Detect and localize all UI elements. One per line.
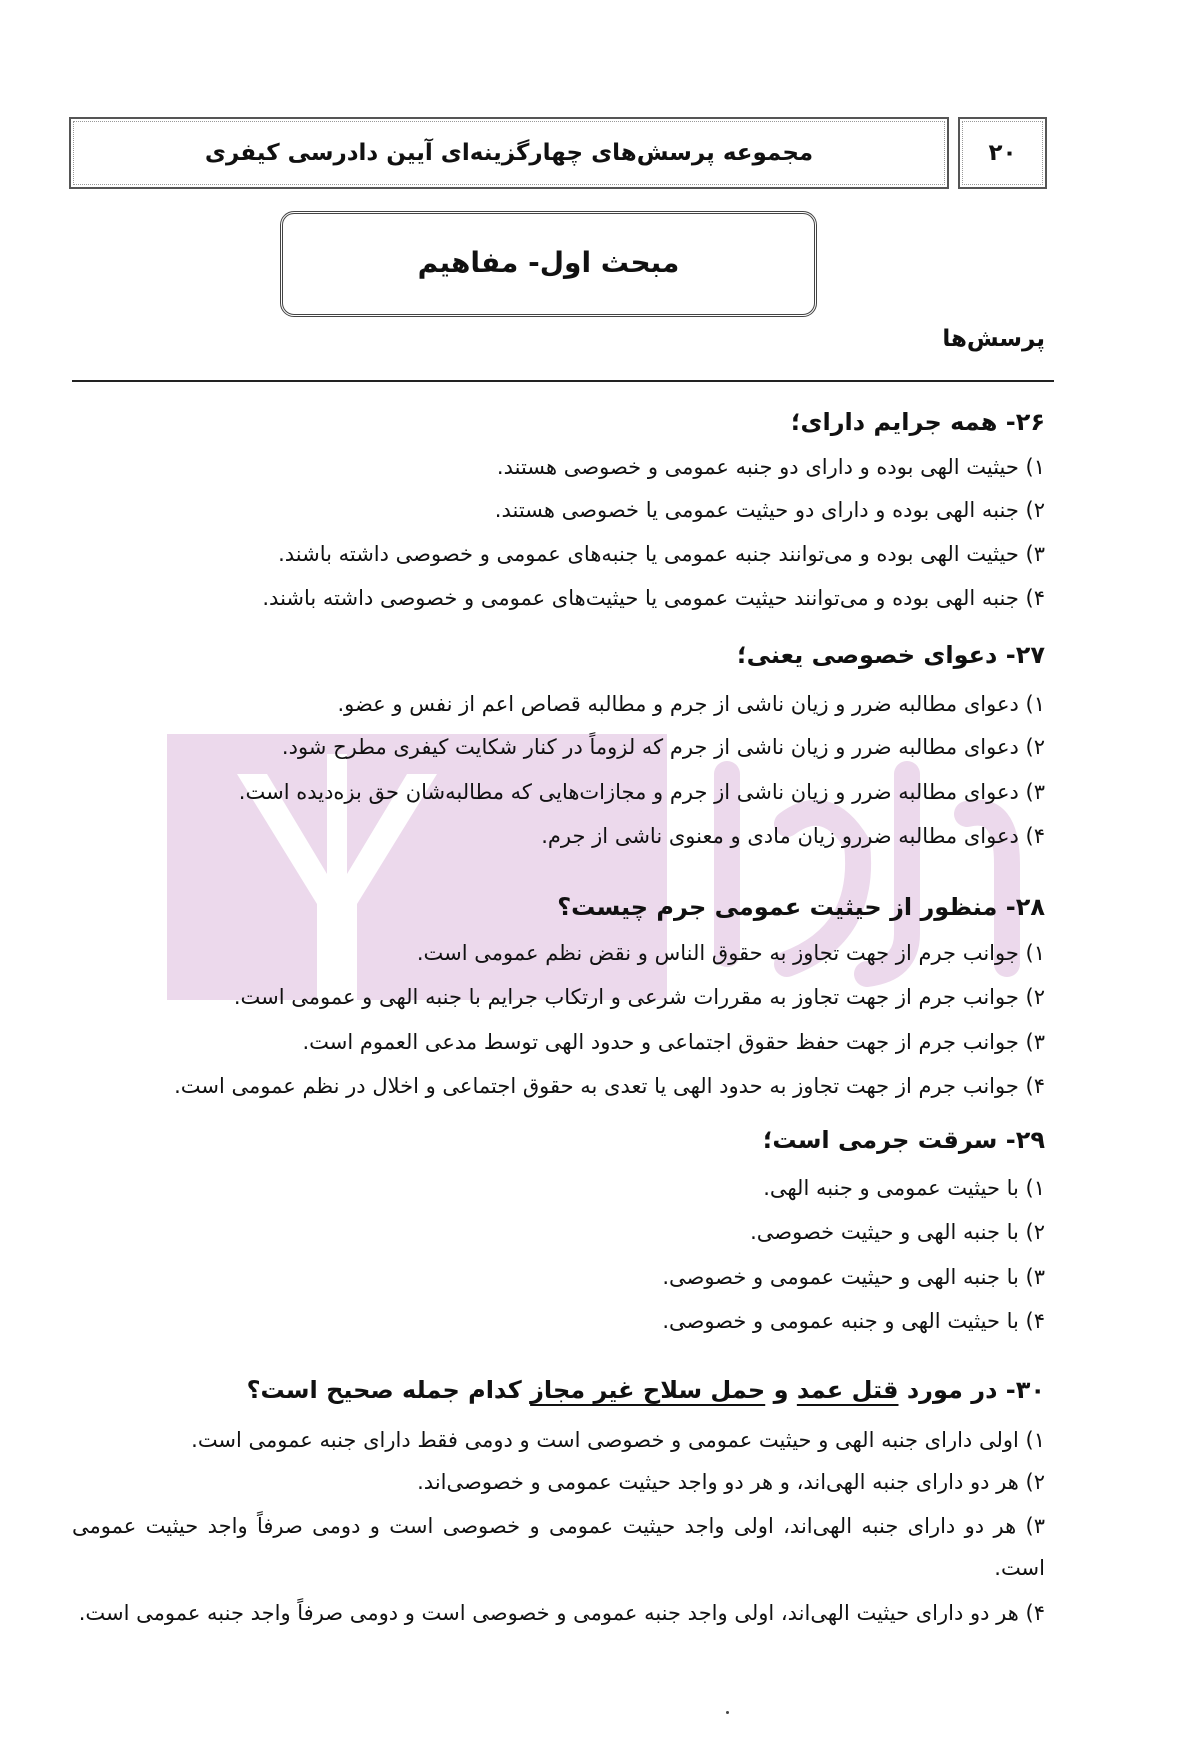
- option: ۳) با جنبه الهی و حیثیت عمومی و خصوصی.: [662, 1265, 1045, 1289]
- page-number: ۲۰: [958, 117, 1047, 189]
- option: ۳) جوانب جرم از جهت حفظ حقوق اجتماعی و حدود الهی توسط مدعی العموم است.: [302, 1030, 1045, 1054]
- underlined-term: حمل سلاح غیر مجاز: [530, 1376, 766, 1404]
- option: ۲) دعوای مطالبه ضرر و زیان ناشی از جرم که لزوماً در کنار شکایت کیفری مطرح شود.: [281, 735, 1045, 759]
- book-title: مجموعه پرسش‌های چهارگزینه‌ای آیین دادرسی کیفری: [204, 140, 814, 166]
- question-title: ۲۶- همه جرایم دارای؛: [790, 408, 1045, 436]
- question-title: ۲۸- منظور از حیثیت عمومی جرم چیست؟: [557, 893, 1045, 921]
- question-title-part: کدام جمله صحیح است؟: [246, 1376, 531, 1404]
- option: ۴) جنبه الهی بوده و می‌توانند حیثیت عمومی یا حیثیت‌های عمومی و خصوصی داشته باشند.: [262, 586, 1045, 610]
- question-title: ۲۹- سرقت جرمی است؛: [762, 1126, 1045, 1154]
- question-title: [247, 1376, 1045, 1404]
- option: ۴) دعوای مطالبه ضررو زیان مادی و معنوی ناشی از جرم.: [541, 824, 1045, 848]
- option: ۲) جوانب جرم از جهت تجاوز به مقررات شرعی و ارتکاب جرایم با جنبه الهی و عمومی است.: [233, 985, 1045, 1009]
- question-title-part: و: [765, 1376, 797, 1404]
- divider: [72, 380, 1054, 382]
- option: ۱) حیثیت الهی بوده و دارای دو جنبه عمومی و خصوصی هستند.: [496, 455, 1045, 479]
- option: ۱) دعوای مطالبه ضرر و زیان ناشی از جرم و مطالبه قصاص اعم از نفس و عضو.: [337, 692, 1045, 716]
- option: ۳) دعوای مطالبه ضرر و زیان ناشی از جرم و مجازات‌هایی که مطالبه‌شان حق بزه‌دیده است.: [238, 780, 1045, 804]
- option: ۲) با جنبه الهی و حیثیت خصوصی.: [750, 1220, 1045, 1244]
- section-title: مبحث اول- مفاهیم: [280, 211, 817, 317]
- scan-speck: [726, 1711, 729, 1714]
- question-title: ۲۷- دعوای خصوصی یعنی؛: [736, 641, 1045, 669]
- question-title-part: ۳۰- در مورد: [898, 1376, 1045, 1404]
- option: ۴) جوانب جرم از جهت تجاوز به حدود الهی یا تعدی به حقوق اجتماعی و اخلال در نظم عمومی است.: [174, 1074, 1045, 1098]
- option: ۱) اولی دارای جنبه الهی و حیثیت عمومی و خصوصی است و دومی فقط دارای جنبه عمومی است.: [191, 1428, 1045, 1452]
- option: ۴) با حیثیت الهی و جنبه عمومی و خصوصی.: [662, 1309, 1045, 1333]
- option: ۱) جوانب جرم از جهت تجاوز به حقوق الناس و نقض نظم عمومی است.: [416, 941, 1045, 965]
- option: ۲) هر دو دارای جنبه الهی‌اند، و هر دو واجد حیثیت عمومی و خصوصی‌اند.: [417, 1470, 1045, 1494]
- underlined-term: قتل عمد: [796, 1376, 899, 1404]
- questions-heading: پرسش‌ها: [942, 326, 1045, 352]
- option: ۲) جنبه الهی بوده و دارای دو حیثیت عمومی یا خصوصی هستند.: [494, 498, 1045, 522]
- option: ۴) هر دو دارای حیثیت الهی‌اند، اولی واجد جنبه عمومی و خصوصی است و دومی صرفاً واجد جنبه عمومی است.: [78, 1601, 1045, 1625]
- option: ۳) هر دو دارای جنبه الهی‌اند، اولی واجد حیثیت عمومی و خصوصی است و دومی صرفاً واجد حیثیت عمومی است.: [72, 1514, 1045, 1580]
- option: ۱) با حیثیت عمومی و جنبه الهی.: [763, 1176, 1045, 1200]
- option: ۳) حیثیت الهی بوده و می‌توانند جنبه عمومی یا جنبه‌های عمومی و خصوصی داشته باشند.: [278, 542, 1045, 566]
